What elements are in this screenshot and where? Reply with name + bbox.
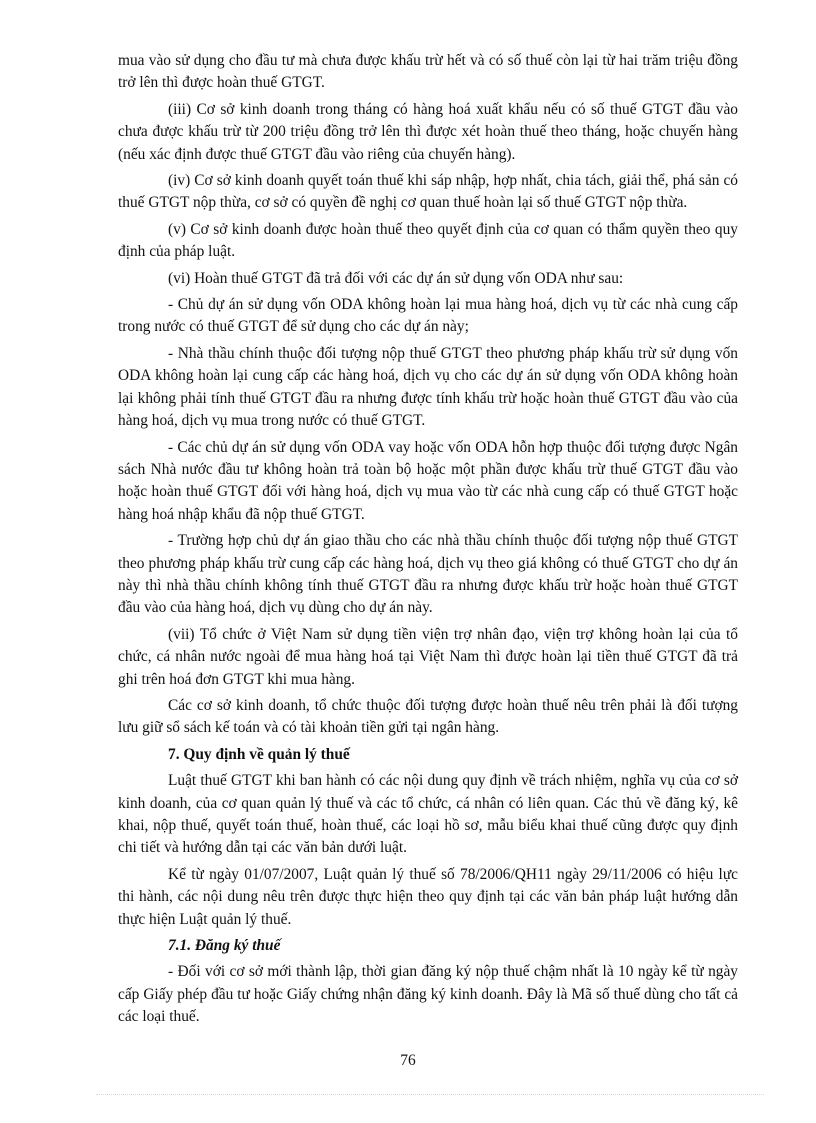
paragraph-oda-contractor: - Nhà thầu chính thuộc đối tượng nộp thuế GTGT theo phương pháp khấu trừ sử dụng vốn ODA không hoàn lại cung cấp các hàng hoá, dịch vụ cho các dự án sử dụng vốn ODA không hoàn lại không phải tính thuế GTGT đầu ra nhưng được tính khấu trừ hoặc hoàn thuế GTGT đầu vào của hàng hoá, dịch vụ mua trong nước có thuế GTGT.: [118, 344, 738, 430]
paragraph-refund-v: (v) Cơ sở kinh doanh được hoàn thuế theo quyết định của cơ quan có thẩm quyền theo quy định của pháp luật.: [118, 220, 738, 261]
paragraph-refund-iii: (iii) Cơ sở kinh doanh trong tháng có hàng hoá xuất khẩu nếu có số thuế GTGT đầu vào chưa được khấu trừ từ 200 triệu đồng trở lên thì được xét hoàn thuế theo tháng, hoặc chuyến hàng (nếu xác định được thuế GTGT đầu vào riêng của chuyến hàng).: [118, 100, 738, 163]
page-bottom-border: [96, 1094, 764, 1095]
paragraph-tax-admin-law: Kể từ ngày 01/07/2007, Luật quản lý thuế số 78/2006/QH11 ngày 29/11/2006 có hiệu lực thi hành, các nội dung nêu trên được thực hiện theo quy định tại các văn bản pháp luật hướng dẫn thực hiện Luật quản lý thuế.: [118, 865, 738, 928]
paragraph-oda-loan: - Các chủ dự án sử dụng vốn ODA vay hoặc vốn ODA hỗn hợp thuộc đối tượng được Ngân sách Nhà nước đầu tư không hoàn trả toàn bộ hoặc một phần được khấu trừ thuế GTGT đầu vào hoặc hoàn thuế GTGT đối với hàng hoá, dịch vụ mua vào từ các nhà cung cấp có thuế GTGT hoặc hàng hoá nhập khẩu đã nộp thuế GTGT.: [118, 438, 738, 523]
paragraph-oda-subcontract: - Trường hợp chủ dự án giao thầu cho các nhà thầu chính thuộc đối tượng nộp thuế GTGT theo phương pháp khấu trừ cung cấp các hàng hoá, dịch vụ theo giá không có thuế GTGT cho dự án này thì nhà thầu chính không tính thuế GTGT đầu ra nhưng được khấu trừ hoặc hoàn thuế GTGT đầu vào của hàng hoá, dịch vụ dùng cho dự án này.: [118, 532, 738, 617]
page-number: 76: [400, 1052, 416, 1069]
paragraph-vat-law: Luật thuế GTGT khi ban hành có các nội dung quy định về trách nhiệm, nghĩa vụ của cơ sở kinh doanh, của cơ quan quản lý thuế và các tổ chức, cá nhân có liên quan. Các thủ về đăng ký, kê khai, nộp thuế, quyết toán thuế, hoàn thuế, các loại hồ sơ, mẫu biểu khai thuế cũng được quy định chi tiết và hướng dẫn tại các văn bản dưới luật.: [118, 772, 738, 857]
paragraph-refund-conditions: Các cơ sở kinh doanh, tổ chức thuộc đối tượng được hoàn thuế nêu trên phải là đối tượng lưu giữ sổ sách kế toán và có tài khoản tiền gửi tại ngân hàng.: [118, 696, 738, 737]
subsection-heading-registration: 7.1. Đăng ký thuế: [168, 937, 281, 955]
paragraph-refund-vi: (vi) Hoàn thuế GTGT đã trả đối với các dự án sử dụng vốn ODA như sau:: [168, 269, 624, 287]
document-page: [118, 50, 738, 1033]
paragraph-oda-owner: - Chủ dự án sử dụng vốn ODA không hoàn lại mua hàng hoá, dịch vụ từ các nhà cung cấp trong nước có thuế GTGT để sử dụng cho các dự án này;: [118, 296, 738, 336]
paragraph-registration: - Đối với cơ sở mới thành lập, thời gian đăng ký nộp thuế chậm nhất là 10 ngày kể từ ngày cấp Giấy phép đầu tư hoặc Giấy chứng nhận đăng ký kinh doanh. Đây là Mã số thuế dùng cho tất cả các loại thuế.: [118, 963, 738, 1026]
paragraph-refund-iv: (iv) Cơ sở kinh doanh quyết toán thuế khi sáp nhập, hợp nhất, chia tách, giải thể, phá sản có thuế GTGT nộp thừa, cơ sở có quyền đề nghị cơ quan thuế hoàn lại số thuế GTGT nộp thừa.: [118, 172, 738, 212]
section-heading-tax-management: 7. Quy định về quản lý thuế: [168, 745, 350, 763]
paragraph-refund-vii: (vii) Tổ chức ở Việt Nam sử dụng tiền viện trợ nhân đạo, viện trợ không hoàn lại của tổ chức, cá nhân nước ngoài để mua hàng hoá tại Việt Nam thì được hoàn lại tiền thuế GTGT đã trả ghi trên hoá đơn GTGT khi mua hàng.: [118, 625, 738, 688]
paragraph-continuation: mua vào sử dụng cho đầu tư mà chưa được khấu trừ hết và có số thuế còn lại từ hai trăm triệu đồng trở lên thì được hoàn thuế GTGT.: [118, 52, 738, 92]
